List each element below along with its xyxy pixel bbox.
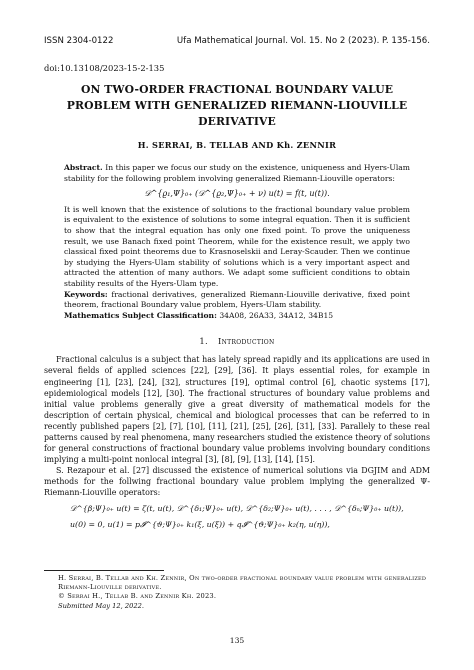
intro-paragraph-1: Fractional calculus is a subject that has lately spread rapidly and its applications are used in several fields of applied sciences [22], [29], [36]. It plays essential roles, for example in engineering [1], [23], [24], [32], structures [19], optimal control [6], chaotic systems [17], epidemiological models [12], [30]. The fractional structures of boundary value problems and initial value problems generally give a great diversity of mathematical models for the description of certain physical, chemical and biological processes that can be referred to in recently published papers [2], [7], [10], [11], [21], [25], [26], [31], [33]. Parallely to these real patterns caused by real phenomena, many researchers studied the existence theory of solutions for general constructions of fractional boundary value problems involving boundary conditions implying a multi-point nonlocal integral [3], [8], [9], [13], [14], [15]. bbox=[44, 355, 430, 465]
issn: ISSN 2304-0122 bbox=[44, 36, 114, 46]
footnote-rule bbox=[44, 570, 164, 571]
msc-label: Mathematics Subject Classification: bbox=[64, 310, 217, 320]
authors: H. SERRAI, B. TELLAB AND Kh. ZENNIR bbox=[137, 140, 337, 150]
page-number: 135 bbox=[229, 636, 245, 645]
abstract-label: Abstract. bbox=[64, 163, 103, 172]
keywords-label: Keywords: bbox=[64, 289, 108, 299]
intro-paragraph-2: S. Rezapour et al. [27] discussed the existence of numerical solutions via DGJIM and ADM methods for the follwing fractional boundary value problem implying the generalized Ψ-Riemann-Liouville operators: bbox=[44, 466, 430, 498]
footnotes bbox=[58, 574, 430, 611]
footnote-copyright: © Serrai H., Tellab B. and Zennir Kh. 2023. bbox=[58, 592, 217, 601]
keywords-text: fractional derivatives, generalized Riemann-Liouville derivative, fixed point theorem, fractional Boundary value problem, Hyers-Ulam stability. bbox=[64, 289, 411, 310]
section-title: Introduction bbox=[217, 336, 275, 347]
abstract-body: It is well known that the existence of solutions to the fractional boundary value problem is equivalent to the existence of solutions to some integral equation. Then it is sufficient to show that the integral equation has only one fixed point. To prove the uniqueness result, we use Banach fixed point Theorem, while for the existence result, we apply two classical fixed point theorems due to Krasnoselskii and Leray-Scauder. Then we continue by studying the Hyers-Ulam stability of solutions which is a very important aspect and attracted the attention of many authors. We adapt some sufficient conditions to obtain stability results of the Hyers-Ulam type. bbox=[64, 204, 410, 288]
abstract-intro bbox=[64, 163, 410, 184]
display-equation-1: 𝒟^{β;Ψ}₀₊ u(t) = ζ(t, u(t), 𝒟^{δ₁;Ψ}₀₊ u(t), 𝒟^{δ₂;Ψ}₀₊ u(t), . . . , 𝒟^{δₙ;Ψ}₀₊ u(t)), bbox=[70, 503, 404, 513]
footnote-submitted: Submitted May 12, 2022. bbox=[58, 601, 145, 610]
abstract-intro-text: In this paper we focus our study on the existence, uniqueness and Hyers-Ulam stability for the following problem involving generalized Riemann-Liouville operators: bbox=[64, 163, 410, 183]
msc-codes: 34A08, 26A33, 34A12, 34B15 bbox=[219, 310, 334, 320]
abstract-equation: 𝒟^{ϱ₁,Ψ}₀₊ (𝒟^{ϱ₂,Ψ}₀₊ + ν) u(t) = f(t, u(t)). bbox=[144, 189, 330, 199]
title-line-3: DERIVATIVE bbox=[198, 115, 276, 128]
journal-header bbox=[44, 36, 430, 46]
title-line-2: PROBLEM WITH GENERALIZED RIEMANN-LIOUVILLE bbox=[66, 99, 408, 112]
keywords bbox=[64, 290, 410, 311]
footnote-citation: H. Serrai, B. Tellab and Kh. Zennir, On two-order fractional boundary value problem with generalized Riemann-Liouville derivative. bbox=[58, 574, 427, 592]
introduction-body bbox=[44, 354, 430, 530]
display-equation-2: u(0) = 0, u(1) = p𝓘^{ϑ;Ψ}₀₊ k₁(ξ, u(ξ)) + q𝓘^{ϑ;Ψ}₀₊ k₂(η, u(η)), bbox=[70, 519, 330, 529]
title-line-1: ON TWO-ORDER FRACTIONAL BOUNDARY VALUE bbox=[80, 83, 394, 96]
msc bbox=[64, 311, 410, 322]
abstract bbox=[64, 163, 410, 321]
paper-title bbox=[44, 82, 430, 130]
journal-reference: Ufa Mathematical Journal. Vol. 15. No 2 (2023). P. 135-156. bbox=[176, 36, 430, 46]
doi: doi:10.13108/2023-15-2-135 bbox=[44, 63, 165, 73]
section-heading bbox=[44, 336, 430, 346]
section-number: 1. bbox=[199, 336, 208, 347]
